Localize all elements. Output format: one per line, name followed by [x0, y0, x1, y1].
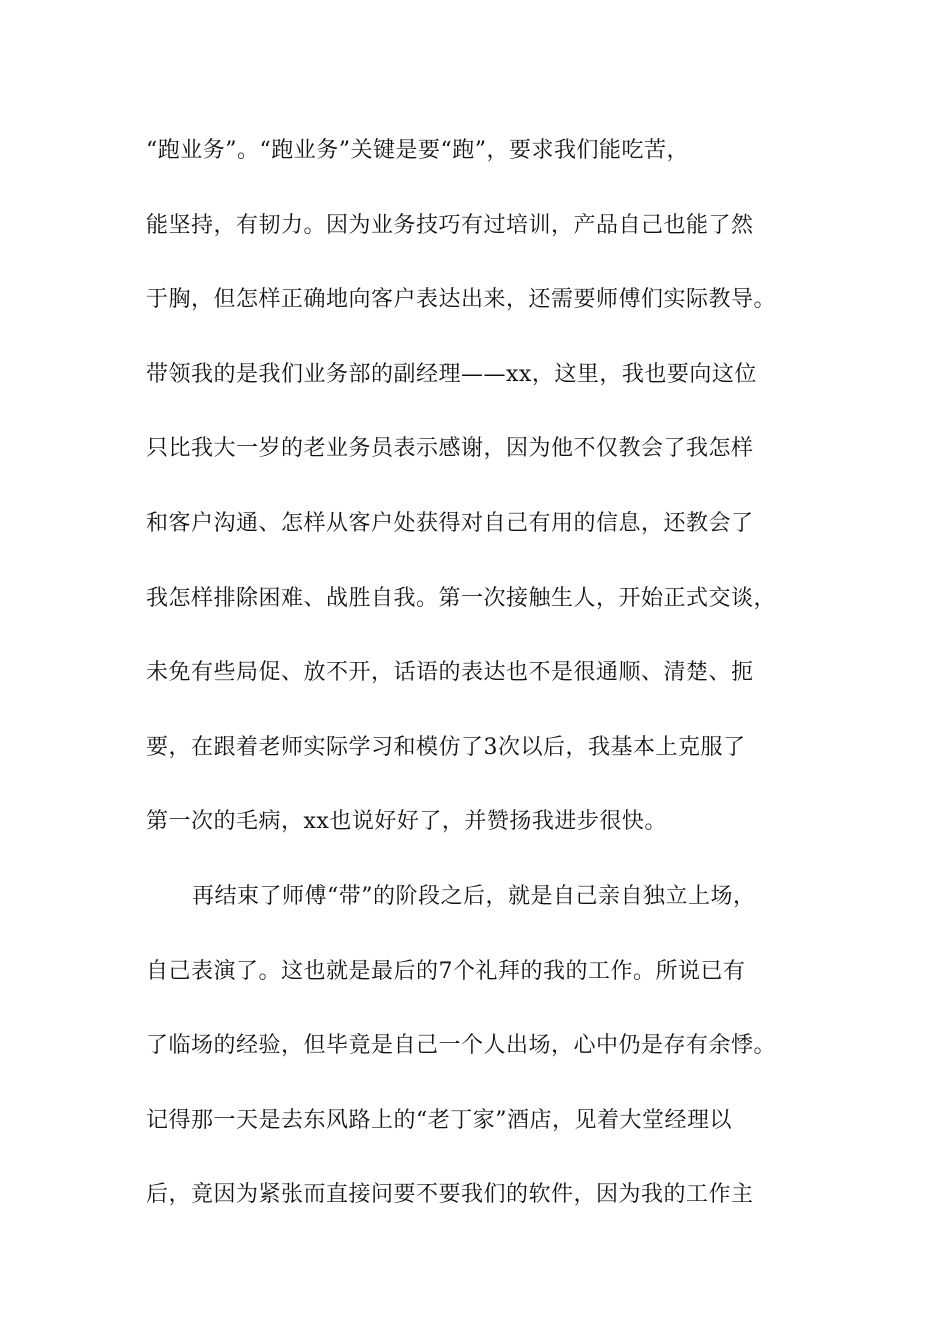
- text-line: 后，竟因为紧张而直接问要不要我们的软件，因为我的工作主: [146, 1182, 754, 1208]
- paragraph: [146, 879, 814, 1252]
- text-line: 第一次的毛病，xx也说好好了，并赞扬我进步很快。: [146, 809, 667, 835]
- text-line: 和客户沟通、怎样从客户处获得对自己有用的信息，还教会了: [146, 510, 754, 536]
- text-line: 只比我大一岁的老业务员表示感谢，因为他不仅教会了我怎样: [146, 436, 754, 462]
- text-line: 带领我的是我们业务部的副经理——xx，这里，我也要向这位: [146, 361, 757, 387]
- text-line: 要，在跟着老师实际学习和模仿了3次以后，我基本上克服了: [146, 734, 746, 760]
- text-line: 能坚持，有韧力。因为业务技巧有过培训，产品自己也能了然: [146, 212, 754, 238]
- text-line: 了临场的经验，但毕竟是自己一个人出场，心中仍是存有余悸。: [146, 1033, 777, 1059]
- text-line: “跑业务”。“跑业务”关键是要“跑”，要求我们能吃苦，: [146, 138, 689, 163]
- text-line: 我怎样排除困难、战胜自我。第一次接触生人，开始正式交谈，: [146, 585, 777, 611]
- text-line: 未免有些局促、放不开，话语的表达也不是很通顺、清楚、扼: [146, 660, 754, 686]
- document-body: [146, 133, 814, 1252]
- text-line: 于胸，但怎样正确地向客户表达出来，还需要师傅们实际教导。: [146, 287, 777, 313]
- text-line: 自己表演了。这也就是最后的7个礼拜的我的工作。所说已有: [146, 958, 746, 984]
- text-line-indented: 再结束了师傅“带”的阶段之后，就是自己亲自独立上场，: [192, 883, 756, 909]
- text-line: 记得那一天是去东风路上的“老丁家”酒店，见着大堂经理以: [146, 1107, 732, 1133]
- paragraph: [146, 133, 814, 879]
